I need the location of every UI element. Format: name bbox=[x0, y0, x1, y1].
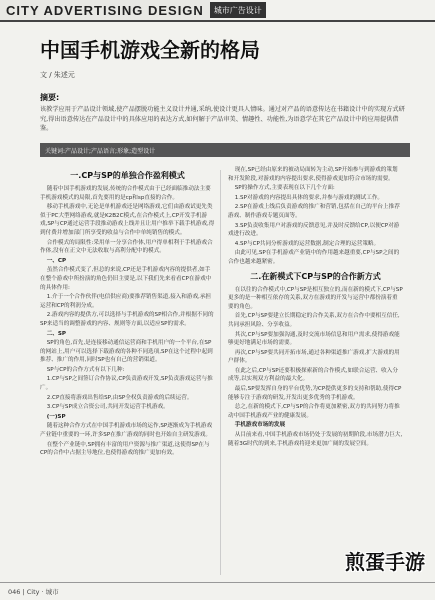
list-item: 1.SP对游戏的内容提出具体的要求,并参与游戏的测试工作。 bbox=[234, 194, 384, 201]
section-heading-2: 二.在新模式下CP与SP的合作新方式 bbox=[250, 271, 381, 281]
paragraph: 虽然合作模式变了,但总的来说,CP还是手机游戏内容的提供者,如手在整个游戏中所扮演的角色仍旧主要是,以下我们先来看看CP在游戏中的具体作用: bbox=[40, 267, 212, 291]
abstract bbox=[40, 92, 410, 144]
paragraph: 由此可见,SP在手机游戏产业链中的作用越来越重要,CP与SP之间的合作也越来越紧密。 bbox=[228, 250, 400, 265]
right-column bbox=[228, 166, 403, 449]
paragraph: 其次,CP与SP要加强沟通,及时交流市场信息和用户需求,使得游戏能够更好地满足市场的需要。 bbox=[228, 331, 400, 347]
subheading: 一、CP bbox=[46, 257, 67, 264]
paragraph: 移动手机游戏中,无论是单机游戏还是网络游戏,它们由游戏试更先类似于PC大型网络游戏,就是K2B2C模式,在合作模式上,CP开发手机游戏,SP与CP通过运营手段推动游戏上线并且让用户推举下载手机游戏,得到付费并增加部门所享受的收益与合作中单纯销售的模式。 bbox=[40, 204, 215, 236]
paragraph: 再次,CP与SP要共同开拓市场,通过各种渠道推广游戏,扩大游戏的用户群体。 bbox=[228, 349, 400, 365]
list-item: 4.SP与CP共同分析游戏的运营数据,制定合理的运营策略。 bbox=[234, 240, 380, 247]
paragraph: 现在,SP已经由原来的被动局面转为主动,SP开始参与到游戏的策划和开发阶段,对游戏的内容提出要求,使得游戏更加符合市场的需要。 bbox=[228, 167, 398, 182]
paragraph: SP与CP的合作方式有以下几种: bbox=[46, 366, 125, 373]
masthead-tag: 城市广告设计 bbox=[210, 2, 266, 18]
article-author: 文 / 朱述元 bbox=[40, 71, 75, 79]
page-footer bbox=[0, 582, 435, 600]
list-item: 2.SP在游戏上线后负责游戏的推广和营销,包括在自己的平台上推荐游戏、制作游戏专题页面等。 bbox=[228, 204, 400, 219]
page-number: 046 | City · 城市 bbox=[8, 588, 59, 596]
list-item: 1.介于一个合作伙伴(电信供应商)要推荐销售渠道,接入和游戏,承担运营和CP的利润分成。 bbox=[40, 294, 212, 309]
paragraph: 从目前来看,中国手机游戏市场仍处于发展的初期阶段,市场潜力巨大,随着3G时代的到来,手机游戏将迎来更加广阔的发展空间。 bbox=[228, 432, 403, 447]
article-title: 中国手机游戏全新的格局 bbox=[40, 38, 260, 62]
keywords-bar: 关键词:产品设计;产品语言;形象;造型设计 bbox=[40, 143, 410, 157]
left-column bbox=[40, 166, 215, 459]
paragraph: 在整个产业链中,SP拥有丰富的用户资源与推广渠道,这使得SP在与CP的合作中占据主导地位,也使得游戏的推广更加有效。 bbox=[40, 441, 210, 457]
header-rule bbox=[0, 20, 435, 22]
list-item: 2.CP直接将游戏出售给SP,由SP全权负责游戏的后续运营。 bbox=[46, 394, 193, 401]
section-heading-1: 一.CP与SP的单独合作盈利模式 bbox=[70, 171, 185, 180]
masthead-title: CITY ADVERTISING DESIGN bbox=[0, 0, 210, 20]
watermark-logo: 煎蛋手游 bbox=[345, 550, 425, 574]
paragraph: SP的操作方式,主要表现在以下几个方面: bbox=[234, 185, 335, 192]
list-item: 3.CP与SP成立合资公司,共同开发运营手机游戏。 bbox=[46, 404, 169, 411]
abstract-heading: 摘要: bbox=[40, 93, 60, 102]
paragraph: 总之,在新的模式下,CP与SP的合作将更加紧密,双方的共同努力将推动中国手机游戏产业的健康发展。 bbox=[228, 404, 400, 419]
list-item: 1.CP与SP之间签订合作协议,CP负责游戏开发,SP负责游戏运营与推广。 bbox=[40, 376, 213, 392]
subheading: 手机游戏市场的发展 bbox=[234, 422, 286, 429]
subheading: (一)SP bbox=[46, 413, 66, 420]
subheading: 二、SP bbox=[46, 330, 67, 337]
masthead bbox=[0, 0, 435, 20]
list-item: 3.SP负责收集用户对游戏的反馈意见,并及时反馈给CP,以便CP对游戏进行改进。 bbox=[228, 222, 400, 238]
paragraph: 在此之后,CP与SP还要积极探索新的合作模式,如联合运营、收入分成等,以实现双方利益的最大化。 bbox=[228, 367, 398, 383]
paragraph: 随着中国手机游戏的发展,传统的合作模式由于已经面临推动法主要手机游戏模式的局限,首先要用的是cp和sp直接的合作。 bbox=[40, 186, 211, 201]
list-item: 2.游戏内容的提供方,可以选择与手机游戏的SP相合作,并根据不同的SP来适当的调整游戏的内容、规则等方面,以适应SP的需求。 bbox=[40, 312, 214, 327]
paragraph: 合作模式的局限性:采用单一分享合作体,用户得单相利于手机游戏合作体,没有在正文中无法收取与高利分配中的模式。 bbox=[40, 239, 213, 255]
paragraph: 在以往的合作模式中,CP与SP是相互独立的,而在新的模式下,CP与SP更多的是一种相互依存的关系,双方在游戏的开发与运营中都扮演着重要的角色。 bbox=[228, 286, 403, 310]
paragraph: 首先,CP与SP要建立长期稳定的合作关系,双方在合作中要相互信任,共同承担风险、分享收益。 bbox=[228, 313, 400, 328]
paragraph: 随着这种合作方式在中国手机游戏市场的运作,SP逐渐成为手机游戏产业链中重要的一环,许多SP在推广游戏的同时也开始自主研发游戏。 bbox=[40, 423, 213, 439]
abstract-text: 该教学应用于产品设计领域,使产品摆脱功能主义设计并通,采纳,使设计更具人情味。通过对产品的语意传达在书籍设计中的实现方式研究,得出语意传达在产品设计中的具体应用的表达方式,如何解于产品审美、情趣性、功能性,为语意学在其它产品设计中的应用提供借鉴。 bbox=[40, 106, 405, 132]
paragraph: 最后,SP要发挥自身的平台优势,为CP提供更多的支持和帮助,使得CP能够专注于游戏的研发,开发出更多优秀的手机游戏。 bbox=[228, 386, 402, 401]
paragraph: SP的角色,首先,是连接移动通信运营商和手机用户的一个平台,在SP的网站上,用户可以选择下载游戏的各种不同选项,SP在这个过程中起到推荐、推广的作用,同时SP也有自己的营销渠道。 bbox=[40, 340, 213, 364]
column-divider bbox=[220, 170, 221, 575]
